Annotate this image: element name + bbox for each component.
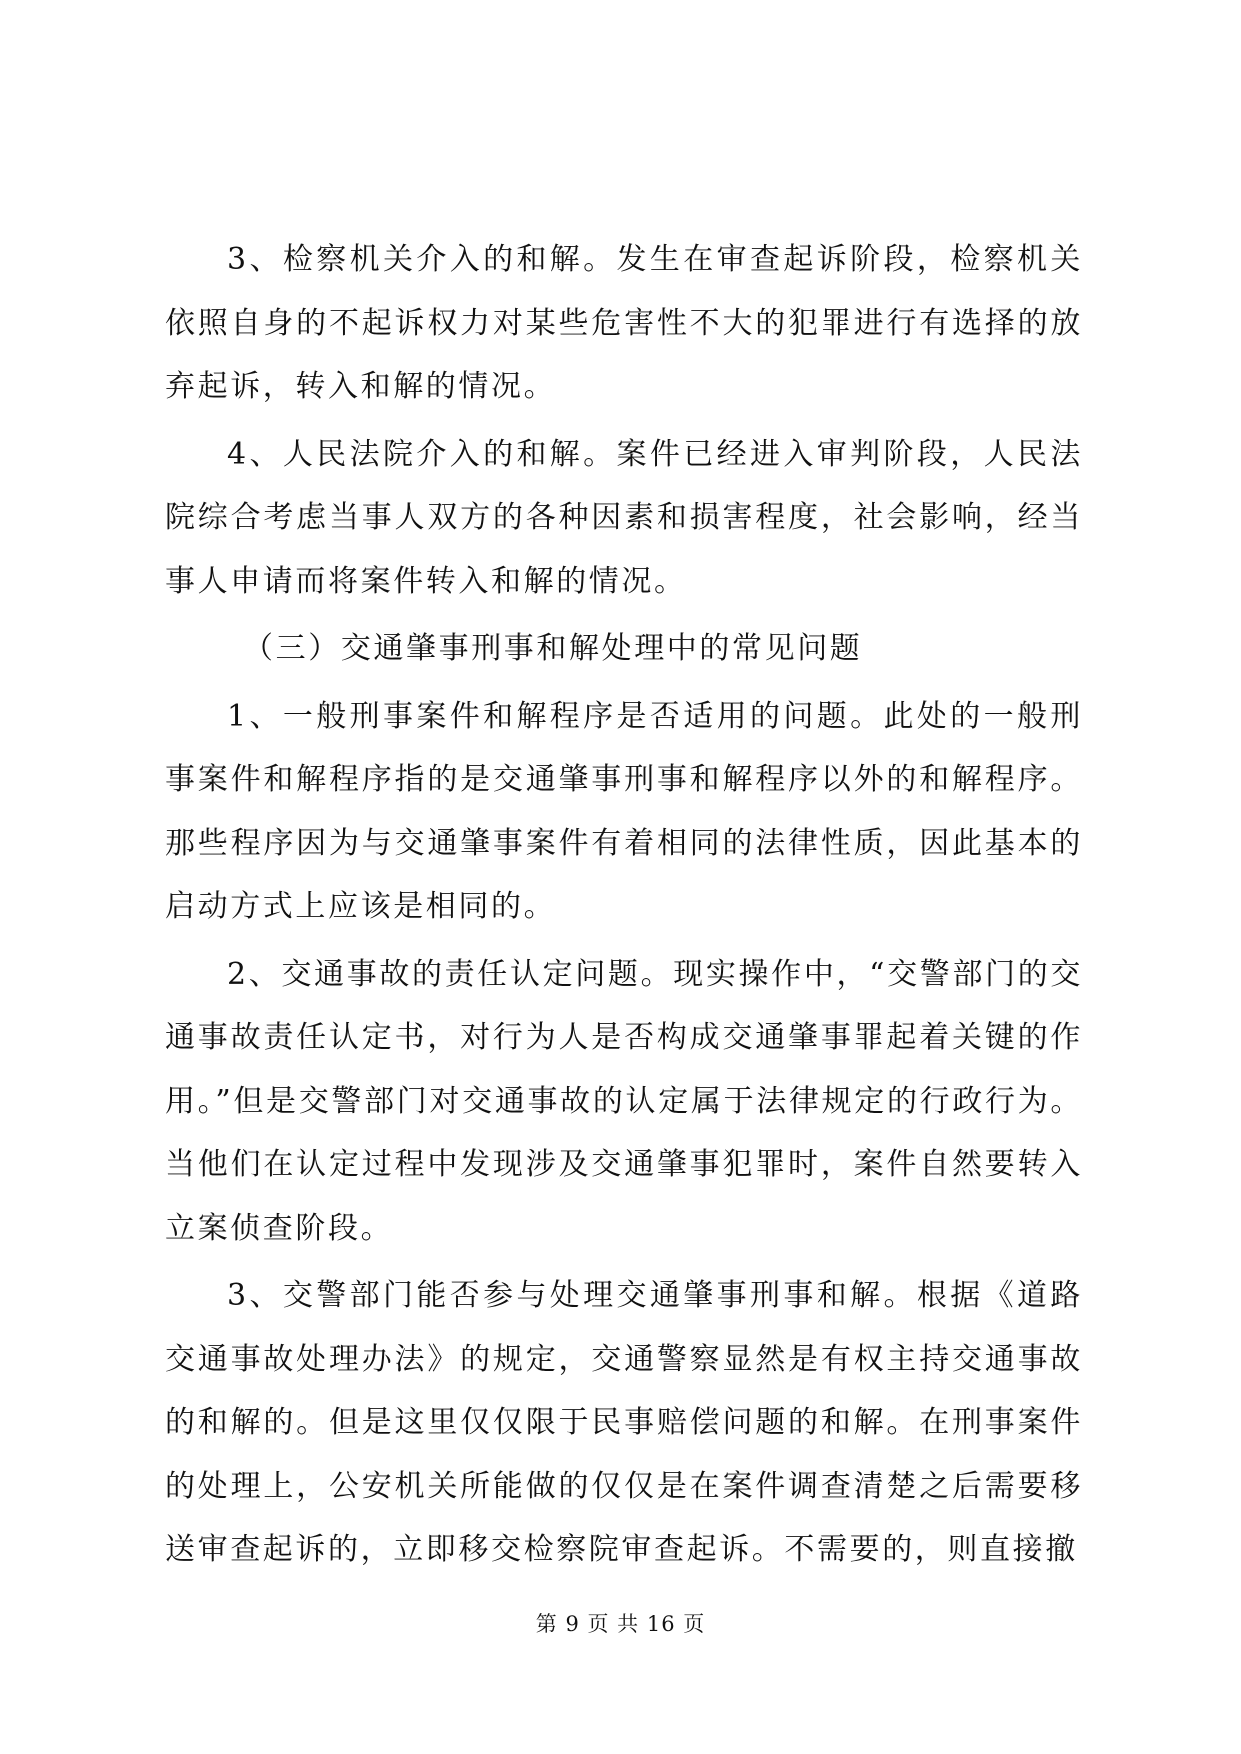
document-body: [165, 228, 1083, 1586]
paragraph-procuratorate-reconciliation: 3、检察机关介入的和解。发生在审查起诉阶段，检察机关依照自身的不起诉权力对某些危害性不大的犯罪进行有选择的放弃起诉，转入和解的情况。: [165, 242, 1083, 404]
paragraph-traffic-police-participation: 3、交警部门能否参与处理交通肇事刑事和解。根据《道路交通事故处理办法》的规定，交通警察显然是有权主持交通事故的和解的。但是这里仅仅限于民事赔偿问题的和解。在刑事案件的处理上，公安机关所能做的仅仅是在案件调查清楚之后需要移送审查起诉的，立即移交检察院审查起诉。不需要的，则直接撤: [165, 1278, 1083, 1567]
paragraph-court-reconciliation: 4、人民法院介入的和解。案件已经进入审判阶段，人民法院综合考虑当事人双方的各种因素和损害程度，社会影响，经当事人申请而将案件转入和解的情况。: [165, 436, 1083, 599]
page-number-footer: 第 9 页 共 16 页: [535, 1612, 706, 1636]
paragraph-liability-determination-issue: 2、交通事故的责任认定问题。现实操作中，“交警部门的交通事故责任认定书，对行为人是否构成交通肇事罪起着关键的作用。”但是交警部门对交通事故的认定属于法律规定的行政行为。当他们在认定过程中发现涉及交通肇事犯罪时，案件自然要转入立案侦查阶段。: [165, 956, 1083, 1246]
section-heading: （三）交通肇事刑事和解处理中的常见问题: [243, 631, 863, 666]
paragraph-general-procedure-issue: 1、一般刑事案件和解程序是否适用的问题。此处的一般刑事案件和解程序指的是交通肇事刑事和解程序以外的和解程序。那些程序因为与交通肇事案件有着相同的法律性质，因此基本的启动方式上应该是相同的。: [165, 698, 1083, 924]
